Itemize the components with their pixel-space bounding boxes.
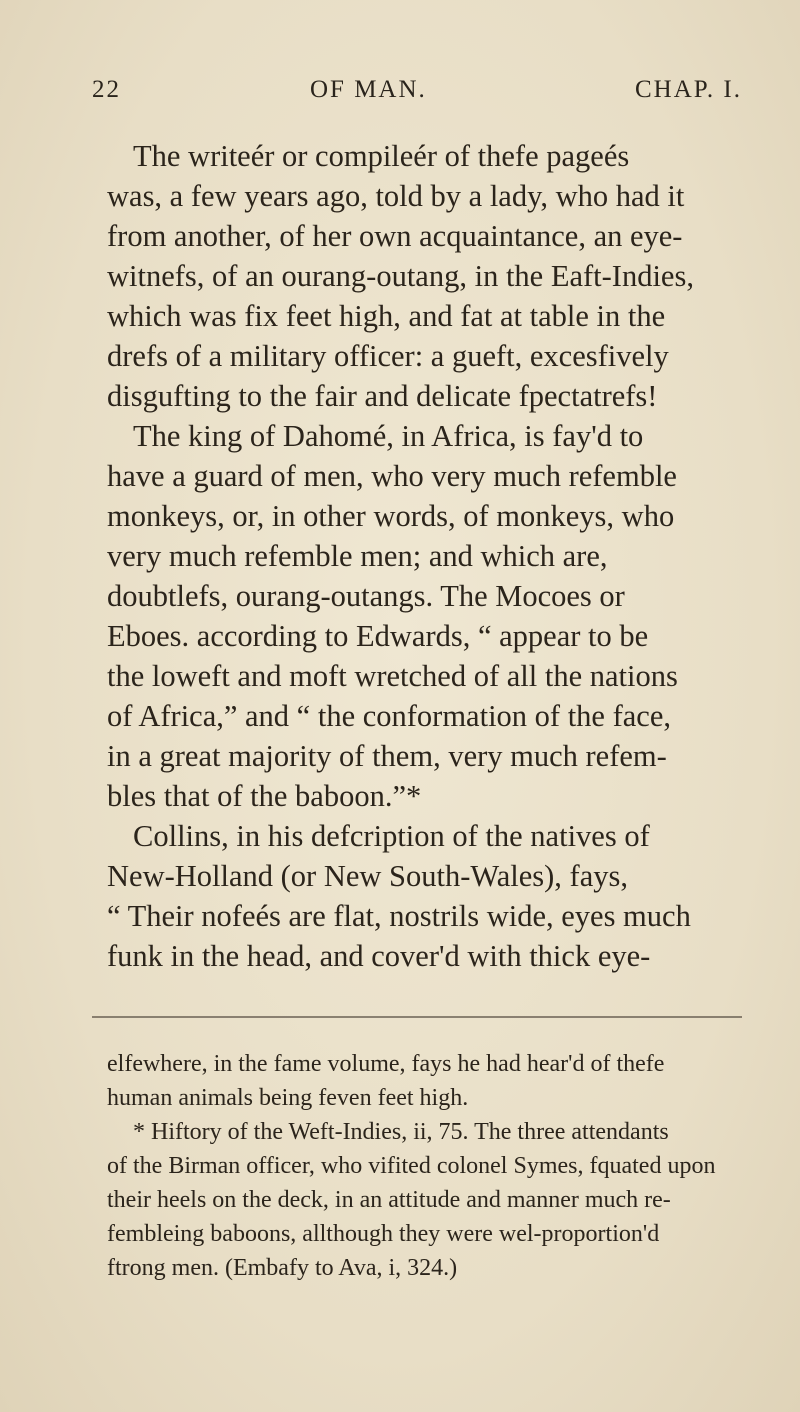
text-line: “ Their nofeés are flat, nostrils wide, eyes much	[107, 899, 691, 933]
text-line: Collins, in his defcription of the natives of	[133, 819, 650, 853]
chapter-label: CHAP. I.	[635, 76, 742, 103]
footnote-line: their heels on the deck, in an attitude and manner much re-	[107, 1187, 671, 1213]
text-line: disgufting to the fair and delicate fpectatrefs!	[107, 379, 658, 413]
page-number: 22	[92, 76, 121, 103]
running-header	[92, 76, 742, 116]
text-line: the loweft and moft wretched of all the nations	[107, 659, 678, 693]
text-line: funk in the head, and cover'd with thick eye-	[107, 939, 651, 973]
footnote-line: ftrong men. (Embafy to Ava, i, 324.)	[107, 1255, 458, 1281]
text-line: monkeys, or, in other words, of monkeys, who	[107, 499, 675, 533]
footnote-line: elfewhere, in the fame volume, fays he had hear'd of thefe	[107, 1051, 665, 1077]
footnote-line: human animals being feven feet high.	[107, 1085, 469, 1111]
text-line: bles that of the baboon.”*	[107, 779, 422, 813]
text-line: New-Holland (or New South-Wales), fays,	[107, 859, 628, 893]
footnote-line: of the Birman officer, who vifited colonel Symes, fquated upon	[107, 1153, 716, 1179]
text-line: in a great majority of them, very much refem-	[107, 739, 667, 773]
text-line: The king of Dahomé, in Africa, is fay'd to	[133, 419, 644, 453]
text-line: from another, of her own acquaintance, an eye-	[107, 219, 683, 253]
text-line: doubtlefs, ourang-outangs. The Mocoes or	[107, 579, 625, 613]
text-line: was, a few years ago, told by a lady, who had it	[107, 179, 685, 213]
footnote-line: * Hiftory of the Weft-Indies, ii, 75. The three attendants	[133, 1119, 669, 1145]
text-line: which was fix feet high, and fat at table in the	[107, 299, 666, 333]
text-line: have a guard of men, who very much refemble	[107, 459, 677, 493]
text-line: witnefs, of an ourang-outang, in the Eaft-Indies,	[107, 259, 694, 293]
text-line: very much refemble men; and which are,	[107, 539, 608, 573]
text-line: The writeér or compileér of thefe pageés	[133, 139, 630, 173]
running-title: OF MAN.	[310, 76, 427, 103]
footnote-line: fembleing baboons, allthough they were wel-proportion'd	[107, 1221, 660, 1247]
text-line: of Africa,” and “ the conformation of the face,	[107, 699, 671, 733]
text-line: Eboes. according to Edwards, “ appear to be	[107, 619, 649, 653]
footnote-rule	[92, 1016, 742, 1018]
text-line: drefs of a military officer: a gueft, excesfively	[107, 339, 669, 373]
